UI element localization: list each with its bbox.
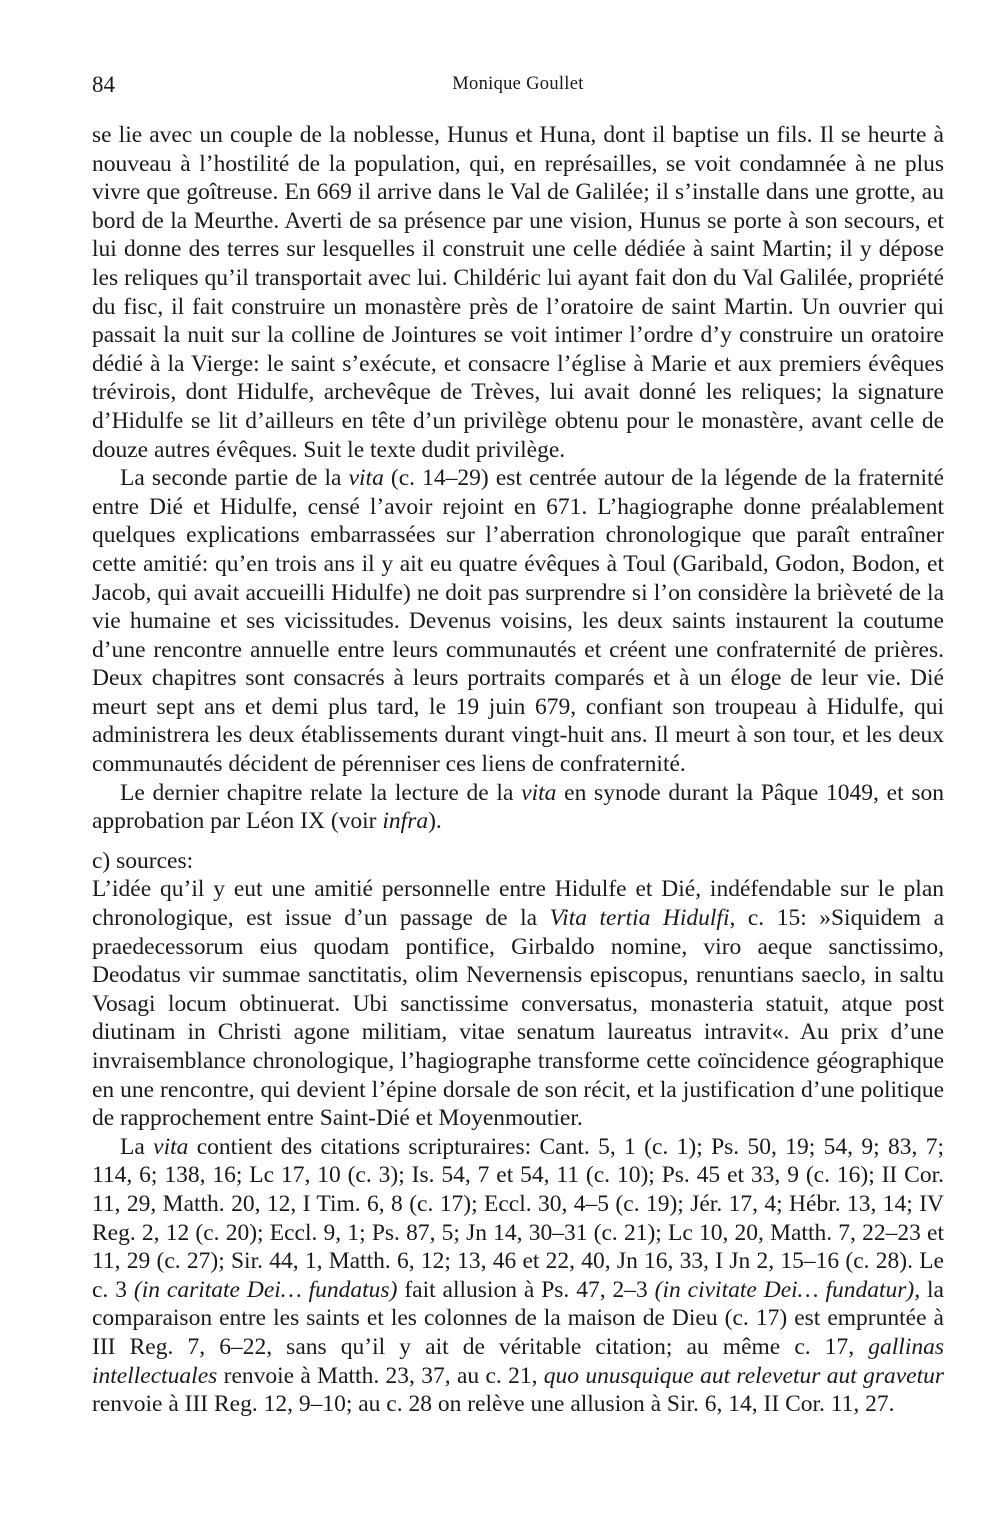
paragraph-citations (92, 1133, 944, 1419)
para2-text-rest: (c. 14–29) est centrée autour de la légende de la fraternité entre Dié et Hidulfe, censé l’avoir rejoint en 671. L’hagiographe donne préalablement quelques explications embarrassées sur l’aberration chronologique que paraît entraîner cette amitié: qu’en trois ans il y ait eu quatre évêques à Toul (Garibald, Godon, Bodon, et Jacob, qui avait accueilli Hidulfe) ne doit pas surprendre si l’on considère la brièveté de la vie humaine et ses vicissitudes. Devenus voisins, les deux saints instaurent la coutume d’une rencontre annuelle entre leurs communautés et créent une confraternité de prières. Deux chapitres sont consacrés à leurs portraits comparés et à un éloge de leur vie. Dié meurt sept ans et demi plus tard, le 19 juin 679, confiant son troupeau à Hidulfe, qui administrera les deux établissements durant vingt-huit ans. Il meurt à son tour, et les deux communautés décident de pérenniser ces liens de confraternité. (92, 465, 944, 778)
citations-text-4: la comparaison entre les saints et les colonnes de la maison de Dieu (c. 17) est empruntée à III Reg. 7, 6–22, sans qu’il y ait de véritable citation; au même c. 17, (92, 1276, 944, 1360)
citations-text-5: renvoie à Matth. 23, 37, au c. 21, (217, 1362, 544, 1389)
section-heading-sources: c) sources: (92, 847, 194, 874)
sources-title: Vita tertia Hidulfi (549, 905, 730, 932)
para3-text-mid: en synode durant la Pâque 1049, et son approbation par Léon IX (voir (92, 779, 944, 835)
page-number: 84 (92, 72, 115, 97)
citations-italic-2: (in caritate Dei… fundatus) (133, 1276, 398, 1303)
body-text (92, 121, 944, 1419)
citations-italic-5: quo unusquique aut relevetur aut gravetur (543, 1362, 944, 1389)
para3-infra: infra (382, 808, 429, 835)
citations-text-1: La (120, 1133, 154, 1160)
citations-italic-1: vita (153, 1133, 189, 1160)
citations-italic-4: gallinas intellectuales (92, 1333, 944, 1389)
sources-text: L’idée qu’il y eut une amitié personnelle entre Hidulfe et Dié, indéfendable sur le plan chronologique, est issue d’un passage de la (92, 876, 944, 932)
para3-vita: vita (521, 779, 557, 806)
para3-text: Le dernier chapitre relate la lecture de la (120, 779, 522, 806)
para3-text-end: ). (428, 808, 442, 835)
running-title: Monique Goullet (452, 74, 584, 94)
citations-text-2: contient des citations scripturaires: Cant. 5, 1 (c. 1); Ps. 50, 19; 54, 9; 83, 7; 114, 6; 138, 16; Lc 17, 10 (c. 3); Is. 54, 7 et 54, 11 (c. 10); Ps. 45 et 33, 9 (c. 16); II Cor. 11, 29, Matth. 20, 12, I Tim. 6, 8 (c. 17); Eccl. 30, 4–5 (c. 19); Jér. 17, 4; Hébr. 13, 14; IV Reg. 2, 12 (c. 20); Eccl. 9, 1; Ps. 87, 5; Jn 14, 30–31 (c. 21); Lc 10, 20, Matth. 7, 22–23 et 11, 29 (c. 27); Sir. 44, 1, Matth. 6, 12; 13, 46 et 22, 40, Jn 16, 33, I Jn 2, 15–16 (c. 28). Le c. 3 (92, 1133, 944, 1303)
citations-text-3: fait allusion à Ps. 47, 2–3 (397, 1276, 655, 1303)
para2-text: La seconde partie de la (120, 465, 349, 492)
citations-text-6: renvoie à III Reg. 12, 9–10; au c. 28 on relève une allusion à Sir. 6, 14, II Cor. 11, 27. (92, 1391, 895, 1418)
paragraph-2 (92, 464, 944, 779)
sources-text-rest: , c. 15: »Siquidem a praedecessorum eius quodam pontifice, Girbaldo nomine, viro aeque sanctissimo, Deodatus vir summae sanctitatis, olim Nevernensis episcopus, renuntians saeclo, in saltu Vosagi locum obtinuerat. Ubi sanctissime conversatus, monasteria statuit, atque post diutinam in Christi agone militiam, vitae senatum laureatus intravit«. Au prix d’une invraisemblance chronologique, l’hagiographe transforme cette coïncidence géographique en une rencontre, qui devient l’épine dorsale de son récit, et la justification d’une politique de rapprochement entre Saint-Dié et Moyenmoutier. (92, 905, 944, 1132)
citations-italic-3: (in civitate Dei… fundatur), (654, 1276, 921, 1303)
para2-vita: vita (348, 465, 384, 492)
paragraph-sources (92, 875, 944, 1132)
paragraph-3 (92, 779, 944, 836)
running-head (92, 72, 944, 104)
paragraph-1: se lie avec un couple de la noblesse, Hunus et Huna, dont il baptise un fils. Il se heurte à nouveau à l’hostilité de la population, qui, en représailles, se voit condamnée à ne plus vivre que goîtreuse. En 669 il arrive dans le Val de Galilée; il s’installe dans une grotte, au bord de la Meurthe. Averti de sa présence par une vision, Hunus se porte à son secours, et lui donne des terres sur lesquelles il construit une celle dédiée à saint Martin; il y dépose les reliques qu’il transportait avec lui. Childéric lui ayant fait don du Val Galilée, propriété du fisc, il fait construire un monastère près de l’oratoire de saint Martin. Un ouvrier qui passait la nuit sur la colline de Jointures se voit intimer l’ordre d’y construire un oratoire dédié à la Vierge: le saint s’exécute, et consacre l’église à Marie et aux premiers évêques trévirois, dont Hidulfe, archevêque de Trèves, lui avait donné les reliques; la signature d’Hidulfe se lit d’ailleurs en tête d’un privilège obtenu pour le monastère, avant celle de douze autres évêques. Suit le texte dudit privilège. (92, 122, 944, 463)
